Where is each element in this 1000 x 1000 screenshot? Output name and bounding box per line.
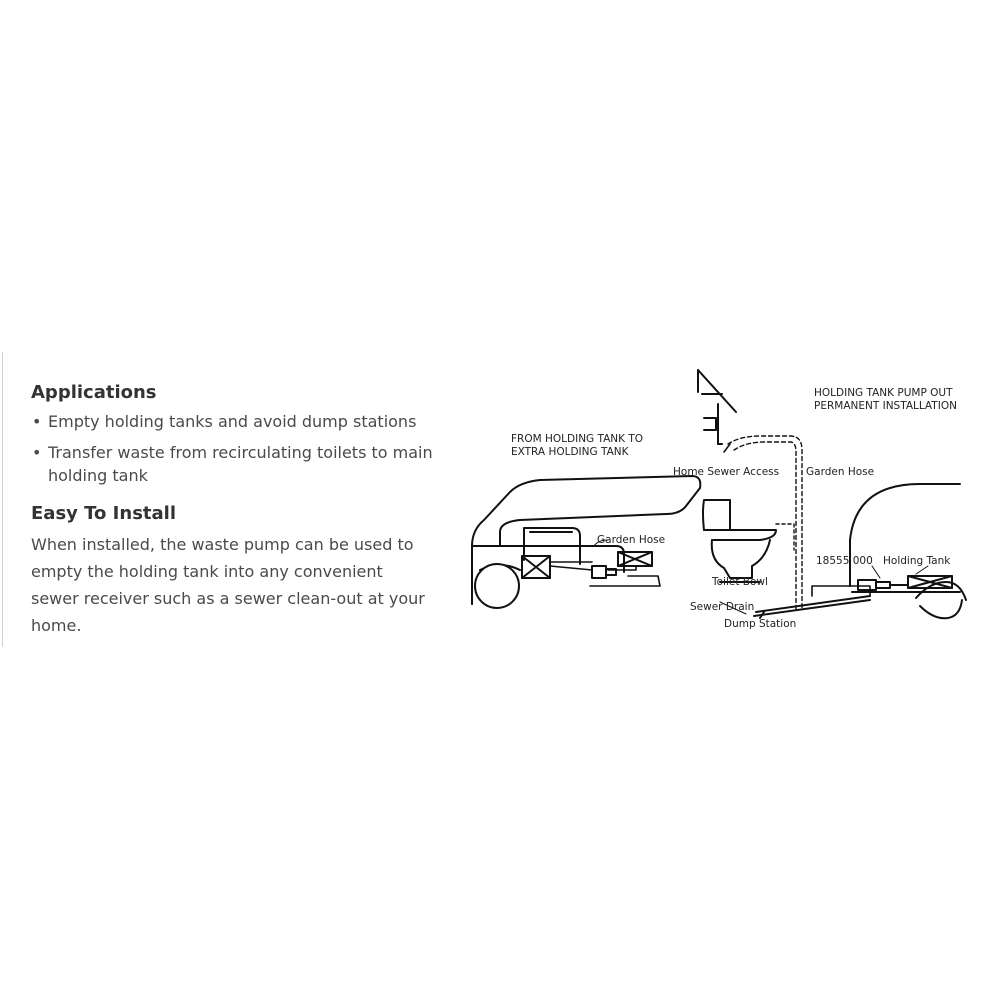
left-caption-line2: EXTRA HOLDING TANK (511, 446, 629, 458)
home-sewer-access-label: Home Sewer Access (673, 466, 780, 478)
left-caption-line1: FROM HOLDING TANK TO (511, 433, 644, 445)
install-title: Easy To Install (31, 503, 176, 524)
trailer-icon (850, 484, 966, 618)
bullet-icon: • (32, 412, 42, 431)
install-description: When installed, the waste pump can be used to empty the holding tank into any convenient sewer receiver such as a sewer clean-out at your home. (31, 535, 425, 635)
toilet-bowl-label: Toilet Bowl (712, 576, 768, 588)
holding-tank-label: Holding Tank (883, 555, 951, 567)
tank-box-icon (522, 556, 550, 578)
pump-unit-icon (858, 580, 908, 590)
right-garden-hose-label: Garden Hose (806, 466, 875, 478)
right-caption-line2: PERMANENT INSTALLATION (814, 400, 957, 412)
right-caption-line1: HOLDING TANK PUMP OUT (814, 387, 953, 399)
sewer-drain-icon (754, 596, 870, 618)
installation-diagram (460, 360, 980, 640)
toilet-icon (703, 500, 776, 582)
pump-icon (592, 566, 616, 578)
text-column (31, 380, 451, 639)
applications-title: Applications (31, 382, 157, 403)
dump-station-label: Dump Station (724, 618, 797, 630)
camper-truck-icon (472, 476, 700, 608)
sewer-drain-label: Sewer Drain (690, 601, 755, 613)
left-divider (2, 352, 3, 647)
applications-list (31, 410, 451, 487)
list-item (31, 441, 451, 487)
list-item-text: Empty holding tanks and avoid dump stations (48, 412, 417, 431)
house-icon (698, 370, 736, 444)
list-item-text: Transfer waste from recirculating toilets to main holding tank (48, 443, 433, 485)
list-item (31, 410, 451, 433)
bullet-icon: • (32, 443, 42, 462)
part-number-label: 18555 000 (816, 555, 873, 567)
left-garden-hose-label: Garden Hose (597, 534, 666, 546)
